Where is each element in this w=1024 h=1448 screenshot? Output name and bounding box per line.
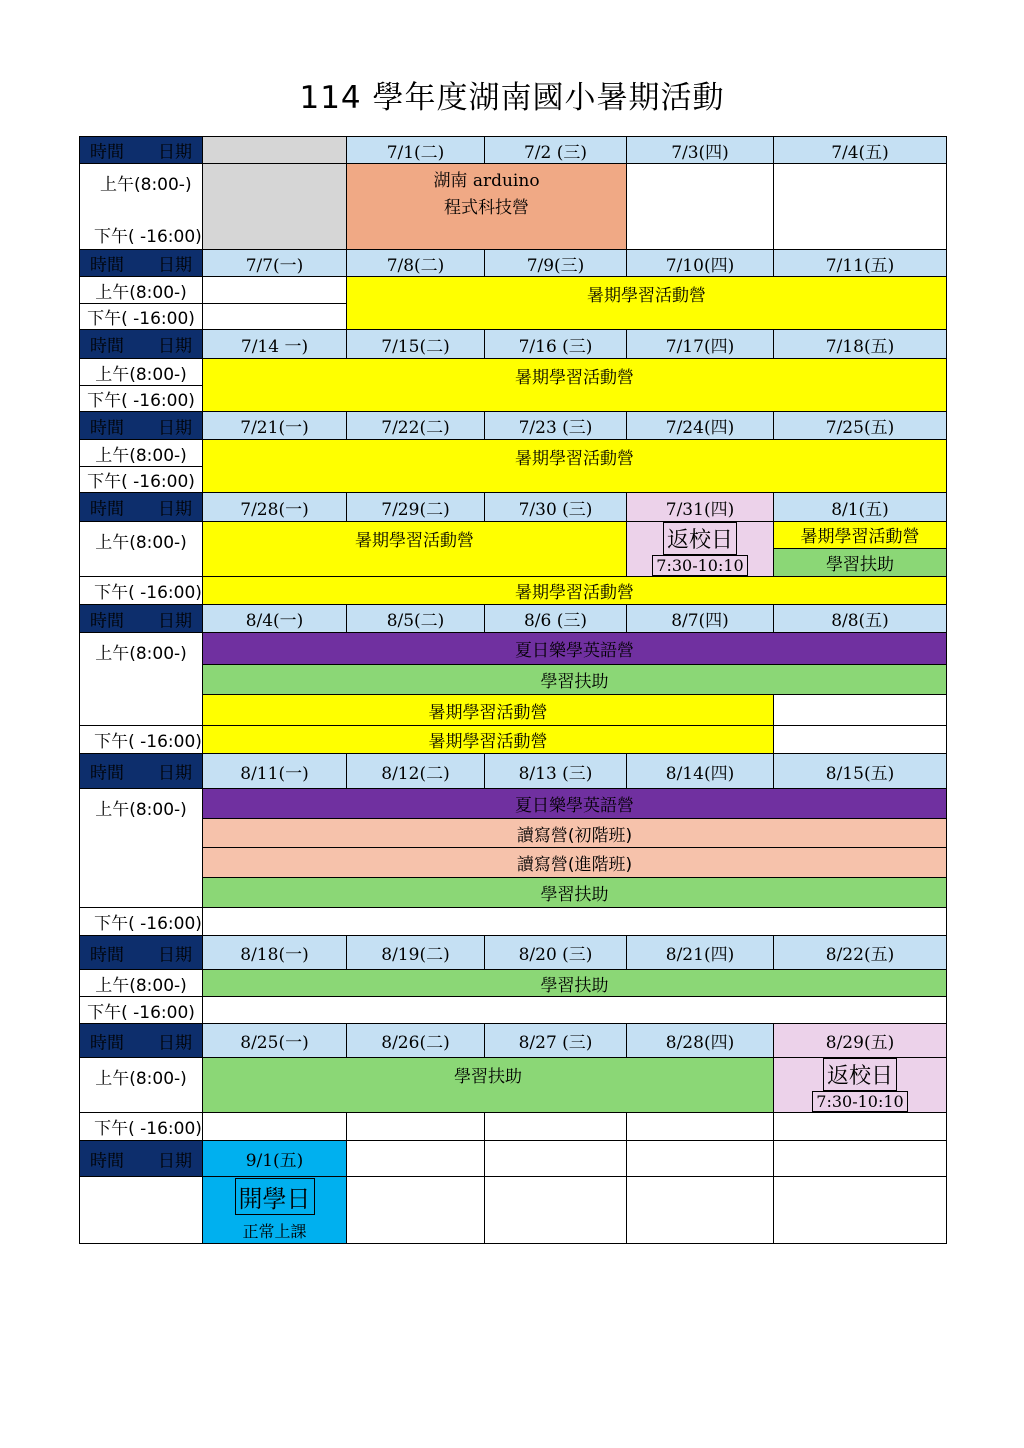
event-english-camp: 夏日樂學英語營 (203, 789, 947, 819)
date-cell: 8/4(一) (203, 605, 347, 633)
date-cell: 7/18(五) (774, 330, 947, 359)
date-cell: 7/29(二) (347, 493, 485, 522)
date-cell: 7/8(二) (347, 250, 485, 277)
date-cell: 7/30 (三) (485, 493, 627, 522)
empty-cell (347, 1177, 485, 1244)
date-cell: 9/1(五) (203, 1141, 347, 1177)
header-cell: 時間 日期 (80, 250, 203, 277)
event-summer-camp: 暑期學習活動營 (203, 522, 627, 577)
event-return-day: 返校日 7:30-10:10 (627, 522, 774, 577)
date-cell: 7/7(一) (203, 250, 347, 277)
pm-label: 下午( -16:00) (80, 726, 203, 754)
date-cell: 8/28(四) (627, 1024, 774, 1058)
date-cell: 7/24(四) (627, 412, 774, 440)
time-label-cell: 上午(8:00-) 下午( -16:00) (80, 164, 203, 250)
empty-cell (774, 1177, 947, 1244)
event-writing-basic: 讀寫營(初階班) (203, 819, 947, 848)
header-cell: 時間 日期 (80, 493, 203, 522)
header-cell: 時間 日期 (80, 605, 203, 633)
date-cell: 7/11(五) (774, 250, 947, 277)
pm-label: 下午( -16:00) (80, 1113, 203, 1141)
date-cell: 7/25(五) (774, 412, 947, 440)
date-cell: 7/16 (三) (485, 330, 627, 359)
empty-cell (774, 1141, 947, 1177)
empty-cell (627, 1141, 774, 1177)
am-label: 上午(8:00-) (80, 789, 203, 908)
event-summer-camp: 暑期學習活動營 (774, 522, 947, 549)
date-cell: 8/14(四) (627, 754, 774, 789)
event-return-day: 返校日 7:30-10:10 (774, 1058, 947, 1113)
date-cell: 8/21(四) (627, 936, 774, 970)
empty-cell (774, 164, 947, 250)
date-cell: 8/1(五) (774, 493, 947, 522)
event-tutoring: 學習扶助 (203, 970, 947, 997)
date-cell: 7/10(四) (627, 250, 774, 277)
date-cell: 7/14 一) (203, 330, 347, 359)
event-tutoring: 學習扶助 (203, 665, 947, 695)
am-label: 上午(8:00-) (80, 522, 203, 577)
empty-cell (485, 1141, 627, 1177)
event-writing-advanced: 讀寫營(進階班) (203, 848, 947, 878)
date-cell: 7/28(一) (203, 493, 347, 522)
header-cell: 時間 日期 (80, 1024, 203, 1058)
empty-cell (347, 1141, 485, 1177)
header-cell: 時間 日期 (80, 137, 203, 164)
pm-label: 下午( -16:00) (80, 577, 203, 605)
am-label: 上午(8:00-) (80, 359, 203, 386)
date-cell: 8/19(二) (347, 936, 485, 970)
date-cell: 8/25(一) (203, 1024, 347, 1058)
date-cell: 8/6 (三) (485, 605, 627, 633)
pm-label: 下午( -16:00) (80, 386, 203, 412)
am-label: 上午(8:00-) (80, 633, 203, 726)
schedule-table (79, 136, 947, 1244)
empty-cell (627, 164, 774, 250)
empty-cell (203, 277, 347, 304)
event-tutoring: 學習扶助 (203, 1058, 774, 1113)
empty-cell (203, 1113, 347, 1141)
empty-cell (80, 1177, 203, 1244)
empty-cell (203, 997, 947, 1024)
empty-cell (774, 1113, 947, 1141)
date-cell: 8/13 (三) (485, 754, 627, 789)
date-cell: 8/29(五) (774, 1024, 947, 1058)
empty-cell (203, 908, 947, 936)
event-summer-camp: 暑期學習活動營 (203, 577, 947, 605)
event-summer-camp: 暑期學習活動營 (203, 359, 947, 412)
date-cell: 8/22(五) (774, 936, 947, 970)
header-cell: 時間 日期 (80, 754, 203, 789)
page-title: 114 學年度湖南國小暑期活動 (299, 80, 725, 116)
event-summer-camp: 暑期學習活動營 (203, 695, 774, 726)
event-summer-camp: 暑期學習活動營 (203, 440, 947, 493)
date-cell: 8/12(二) (347, 754, 485, 789)
pm-label: 下午( -16:00) (80, 467, 203, 493)
header-cell: 時間 日期 (80, 1141, 203, 1177)
event-tutoring: 學習扶助 (774, 548, 947, 576)
date-cell: 8/27 (三) (485, 1024, 627, 1058)
pm-label: 下午( -16:00) (80, 997, 203, 1024)
date-cell: 8/5(二) (347, 605, 485, 633)
empty-cell (203, 304, 347, 330)
date-cell: 8/11(一) (203, 754, 347, 789)
date-cell: 7/4(五) (774, 137, 947, 164)
event-summer-camp: 暑期學習活動營 (203, 726, 774, 754)
pm-label: 下午( -16:00) (80, 304, 203, 330)
header-cell: 時間 日期 (80, 330, 203, 359)
date-cell: 7/21(一) (203, 412, 347, 440)
date-cell: 7/3(四) (627, 137, 774, 164)
empty-cell (347, 1113, 485, 1141)
empty-cell (203, 164, 347, 250)
am-label: 上午(8:00-) (80, 277, 203, 304)
date-cell: 8/18(一) (203, 936, 347, 970)
date-cell: 7/9(三) (485, 250, 627, 277)
header-cell: 時間 日期 (80, 936, 203, 970)
date-cell: 7/2 (三) (485, 137, 627, 164)
date-cell: 8/15(五) (774, 754, 947, 789)
date-cell: 7/31(四) (627, 493, 774, 522)
date-cell: 7/22(二) (347, 412, 485, 440)
empty-cell (774, 695, 947, 726)
date-cell: 8/20 (三) (485, 936, 627, 970)
date-cell: 7/1(二) (347, 137, 485, 164)
pm-label: 下午( -16:00) (80, 908, 203, 936)
date-cell: 8/8(五) (774, 605, 947, 633)
am-label: 上午(8:00-) (80, 440, 203, 467)
event-arduino: 湖南 arduino 程式科技營 (347, 164, 627, 250)
event-summer-camp: 暑期學習活動營 (347, 277, 947, 330)
am-label: 上午(8:00-) (80, 1058, 203, 1113)
empty-cell (485, 1177, 627, 1244)
empty-cell (774, 726, 947, 754)
am-label: 上午(8:00-) (80, 970, 203, 997)
empty-cell (627, 1113, 774, 1141)
event-tutoring: 學習扶助 (203, 878, 947, 908)
date-cell: 8/26(二) (347, 1024, 485, 1058)
empty-cell (485, 1113, 627, 1141)
event-english-camp: 夏日樂學英語營 (203, 633, 947, 665)
date-cell: 7/17(四) (627, 330, 774, 359)
empty-cell (627, 1177, 774, 1244)
event-school-start: 開學日 正常上課 (203, 1177, 347, 1244)
date-cell: 7/15(二) (347, 330, 485, 359)
date-cell: 8/7(四) (627, 605, 774, 633)
empty-date-cell (203, 137, 347, 164)
date-cell: 7/23 (三) (485, 412, 627, 440)
header-cell: 時間 日期 (80, 412, 203, 440)
